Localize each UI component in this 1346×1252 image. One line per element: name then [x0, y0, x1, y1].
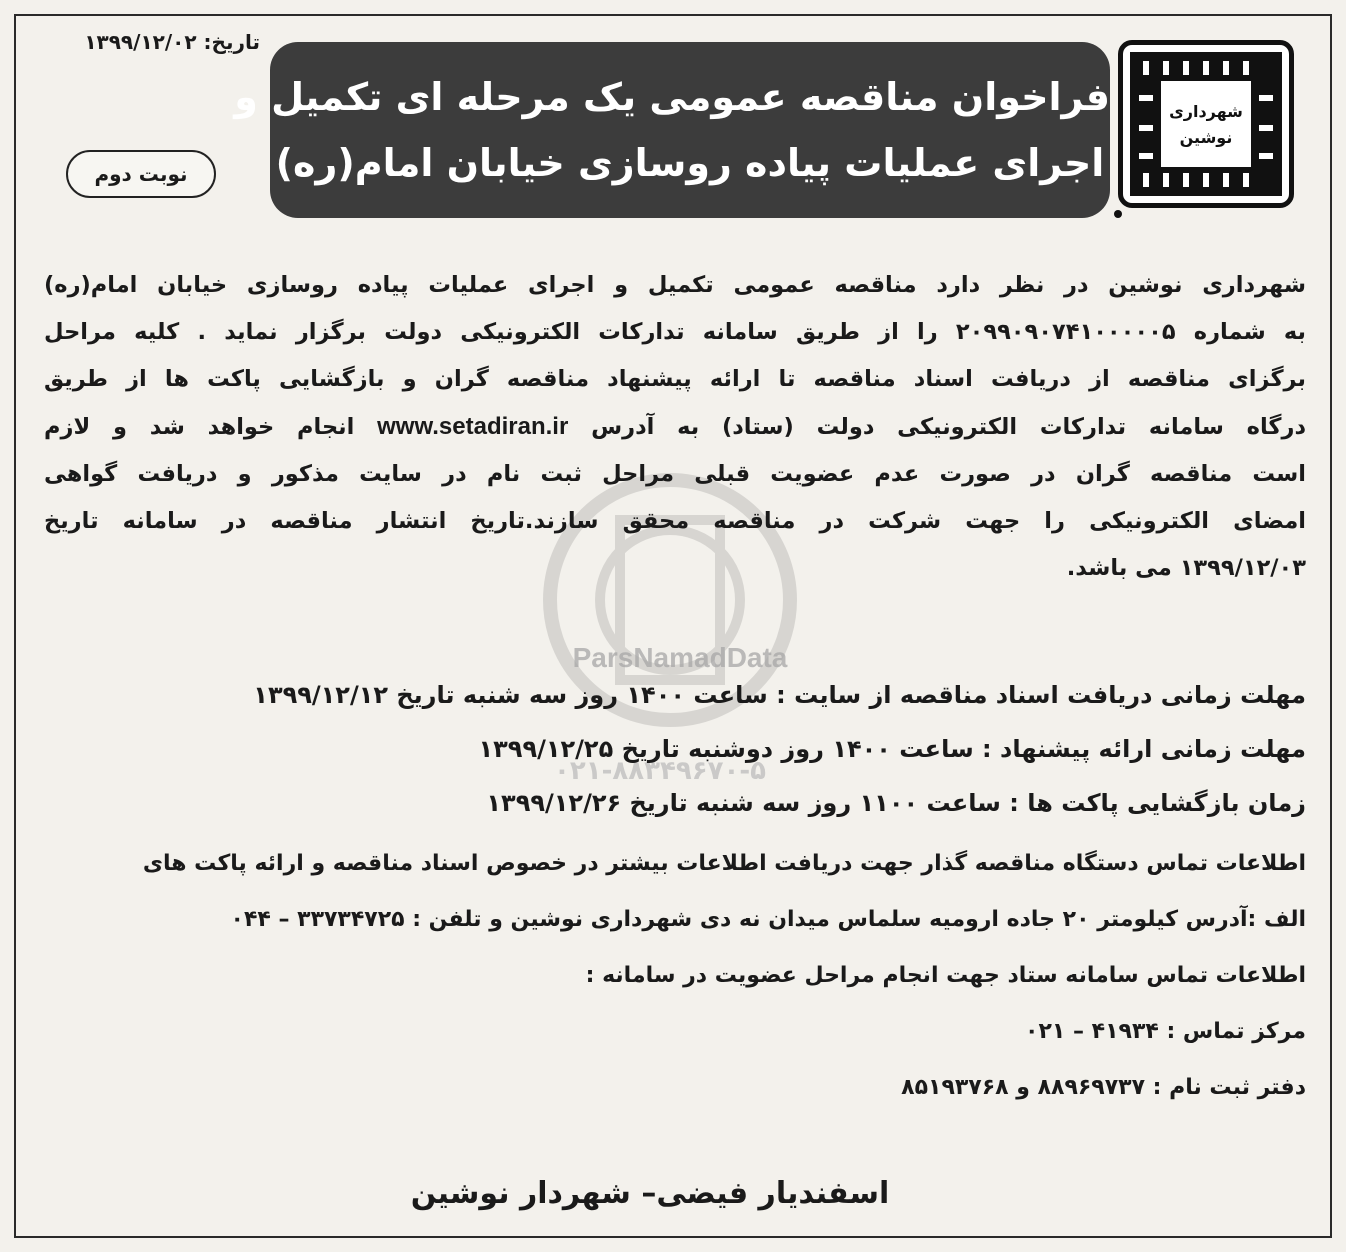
body-line-5: است مناقصه گران در صورت عدم عضویت قبلی مراحل ثبت نام در سایت مذکور و دریافت گواهی: [44, 461, 1306, 487]
notice-title-box: [234, 42, 1110, 218]
municipality-logo: [1118, 40, 1294, 208]
logo-emblem-icon: [1123, 45, 1289, 203]
deadline-opening: زمان بازگشایی پاکت ها : ساعت ۱۱۰۰ روز سه شنبه تاریخ ۱۳۹۹/۱۲/۲۶: [486, 789, 1306, 817]
setad-url: www.setadiran.ir: [377, 413, 569, 440]
dot-mark: [1114, 210, 1122, 218]
contact-center: مرکز تماس : ۴۱۹۳۴ – ۰۲۱: [1025, 1019, 1306, 1044]
body-line-4: [44, 403, 1306, 451]
logo-text-2: نوشین: [1179, 128, 1233, 147]
body-line-6: امضای الکترونیکی را جهت شرکت در مناقصه محقق سازند.تاریخ انتشار مناقصه در سامانه تاریخ: [44, 508, 1306, 534]
contact-intro: اطلاعات تماس دستگاه مناقصه گذار جهت دریافت اطلاعات بیشتر در خصوص اسناد مناقصه و ارائه پاکت های: [142, 851, 1306, 876]
deadlines: [44, 668, 1306, 830]
contact-info: [44, 836, 1306, 1116]
body-line-7: ۱۳۹۹/۱۲/۰۳ می باشد.: [1066, 555, 1306, 581]
body-line-3: برگزای مناقصه از دریافت اسناد مناقصه تا ارائه پیشنهاد مناقصه گران و بازگشایی پاکت ها از طریق: [44, 366, 1306, 392]
body-line-1: شهرداری نوشین در نظر دارد مناقصه عمومی تکمیل و اجرای عملیات پیاده روسازی خیابان امام(ره): [44, 272, 1306, 298]
watermark-phone: ۰۲۱-۸۸۳۴۹۶۷۰-۵: [553, 756, 766, 786]
contact-address: الف :آدرس کیلومتر ۲۰ جاده ارومیه سلماس میدان نه دی شهرداری نوشین و تلفن : ۳۳۷۳۴۷۲۵ – ۰۴۴: [230, 907, 1306, 932]
title-line-2: اجرای عملیات پیاده روسازی خیابان امام(ره): [275, 141, 1105, 185]
body-line-4-end: انجام خواهد شد و لازم: [44, 414, 355, 440]
contact-registry: دفتر ثبت نام : ۸۸۹۶۹۷۳۷ و ۸۵۱۹۳۷۶۸: [901, 1075, 1306, 1100]
notice-date: تاریخ: ۱۳۹۹/۱۲/۰۲: [84, 30, 260, 54]
deadline-offer: مهلت زمانی ارائه پیشنهاد : ساعت ۱۴۰۰ روز دوشنبه تاریخ ۱۳۹۹/۱۲/۲۵: [478, 735, 1306, 763]
logo-text-1: شهرداری: [1169, 102, 1243, 121]
body-line-2: به شماره ۲۰۹۹۰۹۰۷۴۱۰۰۰۰۰۵ را از طریق سامانه تدارکات الکترونیکی دولت برگزار نماید . کلیه مراحل: [44, 319, 1307, 345]
turn-badge: نوبت دوم: [66, 150, 216, 198]
body-line-4-start: درگاه سامانه تدارکات الکترونیکی دولت (ستاد) به آدرس: [591, 414, 1306, 440]
watermark-brand: ParsNamadData: [572, 642, 788, 673]
notice-body: [44, 262, 1306, 592]
title-line-1: فراخوان مناقصه عمومی یک مرحله ای تکمیل و: [234, 75, 1110, 119]
signature: اسفندیار فیضی– شهردار نوشین: [410, 1176, 890, 1211]
contact-setad-intro: اطلاعات تماس سامانه ستاد جهت انجام مراحل عضویت در سامانه :: [585, 963, 1306, 988]
deadline-docs: مهلت زمانی دریافت اسناد مناقصه از سایت : ساعت ۱۴۰۰ روز سه شنبه تاریخ ۱۳۹۹/۱۲/۱۲: [253, 681, 1306, 709]
